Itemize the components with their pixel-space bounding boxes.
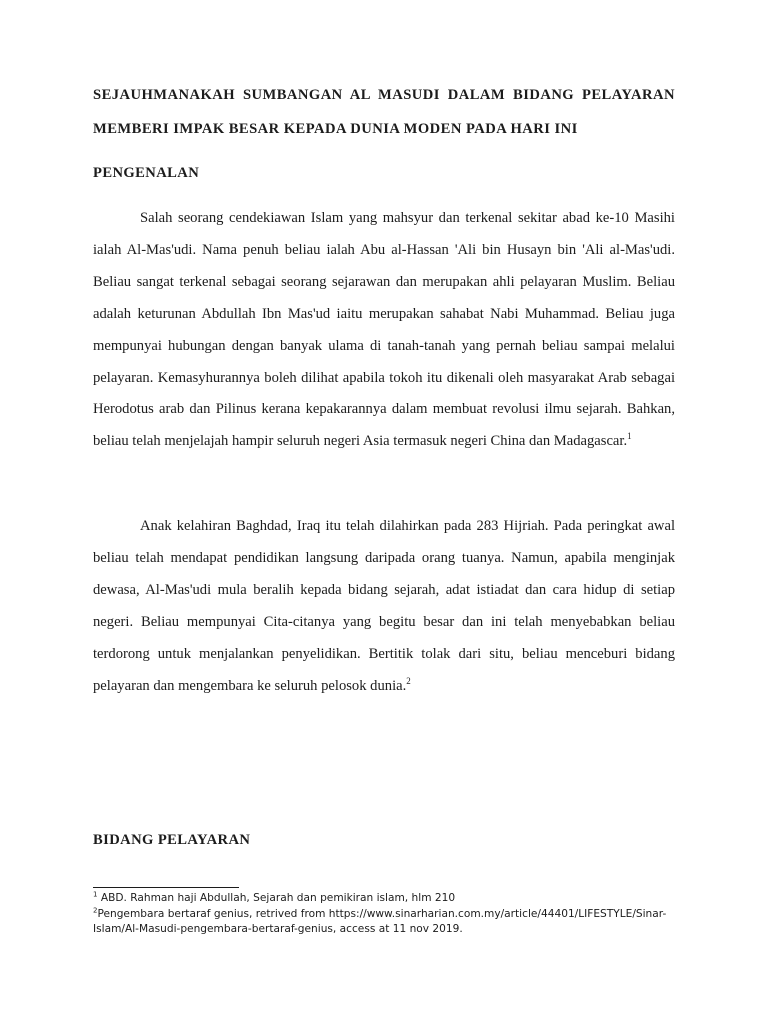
footnote-separator <box>93 887 239 888</box>
footnote-2 <box>93 907 683 938</box>
footnote-2-text: Pengembara bertaraf genius, retrived from https://www.sinarharian.com.my/article/44401/LIFESTYLE/Sinar-Islam/Al-Masudi-pengembara-bertaraf-genius, access at 11 nov 2019. <box>93 907 667 935</box>
footnote-2-number: 2 <box>93 905 98 914</box>
footnote-1 <box>93 891 683 907</box>
footnote-1-text: ABD. Rahman haji Abdullah, Sejarah dan pemikiran islam, hlm 210 <box>97 892 456 904</box>
footnote-ref-1: 1 <box>627 431 632 442</box>
footnote-ref-2: 2 <box>406 675 411 686</box>
section-heading-pengenalan: PENGENALAN <box>93 165 200 181</box>
section-heading-bidang-pelayaran: BIDANG PELAYARAN <box>93 832 251 848</box>
document-title-line-1: SEJAUHMANAKAH SUMBANGAN AL MASUDI DALAM BIDANG PELAYARAN <box>93 87 675 103</box>
footnote-1-number: 1 <box>93 890 98 899</box>
paragraph-2-text: Anak kelahiran Baghdad, Iraq itu telah dilahirkan pada 283 Hijriah. Pada peringkat awal beliau telah mendapat pendidikan langsung daripada orang tuanya. Namun, apabila menginjak dewasa, Al-Mas'udi mula beralih kepada bidang sejarah, adat istiadat dan cara hidup di setiap negeri. Beliau mempunyai Cita-citanya yang begitu besar dan ini telah menyebabkan beliau terdorong untuk menjalankan penyelidikan. Bertitik tolak dari situ, beliau menceburi bidang pelayaran dan mengembara ke seluruh pelosok dunia. <box>93 518 675 694</box>
paragraph-1-text: Salah seorang cendekiawan Islam yang mahsyur dan terkenal sekitar abad ke-10 Masihi ialah Al-Mas'udi. Nama penuh beliau ialah Abu al-Hassan 'Ali bin Husayn bin 'Ali al-Mas'udi. Beliau sangat terkenal sebagai seorang sejarawan dan merupakan ahli pelayaran Muslim. Beliau adalah keturunan Abdullah Ibn Mas'ud iaitu merupakan sahabat Nabi Muhammad. Beliau juga mempunyai hubungan dengan banyak ulama di tanah-tanah yang pernah beliau sampai melalui pelayaran. Kemasyhurannya boleh dilihat apabila tokoh itu dikenali oleh masyarakat Arab sebagai Herodotus arab dan Pilinus kerana kepakarannya dalam membuat revolusi ilmu sejarah. Bahkan, beliau telah menjelajah hampir seluruh negeri Asia termasuk negeri China dan Madagascar. <box>93 210 675 450</box>
paragraph-2 <box>93 511 675 702</box>
footnotes <box>93 891 683 938</box>
paragraph-1 <box>93 203 675 458</box>
document-title-line-2: MEMBERI IMPAK BESAR KEPADA DUNIA MODEN PADA HARI INI <box>93 121 578 137</box>
